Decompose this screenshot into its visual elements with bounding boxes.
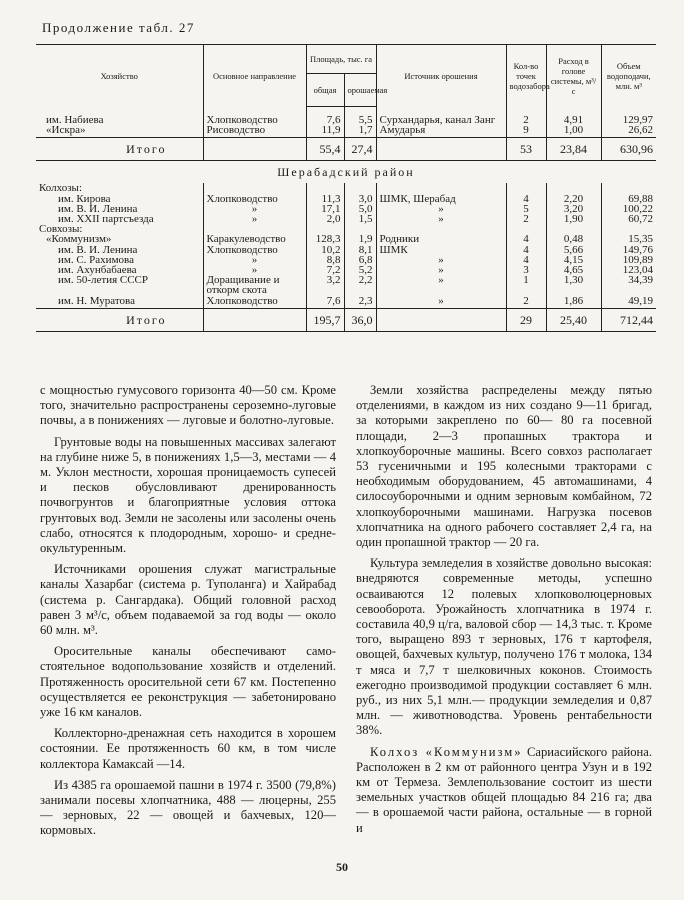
region-title: Шерабадский район: [277, 165, 415, 180]
cell-source: Сурхандарья, канал Занг: [376, 115, 506, 125]
cell-direction: Хлопководство: [203, 296, 306, 309]
cell-total: 8,8: [306, 255, 344, 265]
cell-total: 10,2: [306, 245, 344, 255]
table-row: [36, 115, 656, 125]
cell-flow: 4,15: [546, 255, 601, 265]
cell-irrigated: 5,5: [344, 115, 376, 125]
cell-flow: 4,65: [546, 265, 601, 275]
cell-total: 11,9: [306, 125, 344, 138]
cell-source: »: [376, 214, 506, 224]
paragraph: Земли хозяйства распределены между пятью отделениями, в каждом из них создано 9—11 бригад, за которыми закреплено по 60— 80 га посевной площади, 2—3 пропашных трактора и хлопкоуборочные машины. Всего совхоз располагает 53 гусеничными и 195 колесными тракторами с необходимым оборудованием, 45 автомашинами, 4 силосоуборочными и одним зерновым комбайном, 72 хлопкоуборочными машинами. Нагрузка посевов хлопчатника на одного рабочего составляет 2,4 га, на один пропашной трактор — 20 га.: [356, 383, 652, 550]
header-volume: Объем водоподачи, млн. м³: [601, 45, 656, 107]
cell-volume: 129,97: [601, 115, 656, 125]
cell-source: Родники: [376, 234, 506, 244]
total-flow: 25,40: [546, 308, 601, 331]
cell-flow: 1,30: [546, 275, 601, 295]
group-row: [36, 224, 656, 234]
region-row: [36, 161, 656, 184]
cell-direction: Рисоводство: [203, 125, 306, 138]
kommunizm-heading: Колхоз «Коммунизм»: [370, 744, 523, 759]
cell-points: 2: [506, 115, 546, 125]
cell-direction: »: [203, 214, 306, 224]
header-flow: Расход в голове системы, м³/с: [546, 45, 601, 107]
cell-source: »: [376, 265, 506, 275]
cell-points: 5: [506, 204, 546, 214]
total-row: [36, 138, 656, 161]
cell-irrigated: 5,0: [344, 204, 376, 214]
cell-total: 7,6: [306, 296, 344, 309]
header-area-irrigated: орошаемая: [344, 74, 376, 107]
cell-points: 9: [506, 125, 546, 138]
paragraph: с мощностью гумусового горизонта 40—50 см. Кроме того, значительно распространены сероземно-луговые почвы, а в понижениях — луговые и болотно-луговые.: [40, 383, 336, 428]
cell-volume: 109,89: [601, 255, 656, 265]
group-label-kolkhozy: Колхозы:: [39, 182, 83, 195]
cell-direction: Хлопководство: [203, 245, 306, 255]
cell-farm: им. Н. Муратова: [58, 294, 135, 307]
cell-volume: 123,04: [601, 265, 656, 275]
cell-direction: Доращивание и откорм скота: [203, 275, 306, 295]
header-area: Площадь, тыс. га: [306, 45, 376, 74]
cell-irrigated: 3,0: [344, 194, 376, 204]
cell-irrigated: 2,2: [344, 275, 376, 295]
cell-volume: 60,72: [601, 214, 656, 224]
cell-irrigated: 1,7: [344, 125, 376, 138]
cell-farm: им. Кирова: [58, 192, 111, 205]
header-points: Кол-во точек водозабора: [506, 45, 546, 107]
cell-flow: 3,20: [546, 204, 601, 214]
kommunizm-paragraph: [356, 745, 652, 836]
cell-volume: 26,62: [601, 125, 656, 138]
cell-volume: 49,19: [601, 296, 656, 309]
total-points: 29: [506, 308, 546, 331]
total-flow: 23,84: [546, 138, 601, 161]
page-header: Продолжение табл. 27: [42, 20, 195, 35]
cell-irrigated: 1,9: [344, 234, 376, 244]
total-label: Итого: [36, 138, 203, 161]
cell-farm: им. С. Рахимова: [58, 253, 134, 266]
cell-total: 17,1: [306, 204, 344, 214]
cell-total: 11,3: [306, 194, 344, 204]
cell-farm: им. В. И. Ленина: [58, 243, 138, 256]
cell-farm: им. 50-летия СССР: [58, 274, 149, 287]
total-row: [36, 308, 656, 331]
cell-volume: 69,88: [601, 194, 656, 204]
page-number: 50: [336, 860, 348, 874]
cell-points: 2: [506, 296, 546, 309]
cell-total: 2,0: [306, 214, 344, 224]
paragraph: Источниками орошения служат магистральные каналы Хазарбаг (система р. Туполанга) и Хайрабад (система р. Сангардака). Общий головной расход равен 3 м³/с, объем подаваемой за год воды — около 60 млн. м³.: [40, 562, 336, 638]
cell-flow: 0,48: [546, 234, 601, 244]
header-farm: Хозяйство: [36, 45, 203, 107]
paragraph: Оросительные каналы обеспечивают самостоятельное водопользование хозяйств и отделений. Протяженность оросительной сети 67 км. Постепенно осуществляется ее реконструкция — забетонировано уже 16 км каналов.: [40, 644, 336, 720]
total-area: 195,7: [306, 308, 344, 331]
cell-irrigated: 5,2: [344, 265, 376, 275]
cell-points: 4: [506, 234, 546, 244]
cell-total: 7,6: [306, 115, 344, 125]
paragraph: Коллекторно-дренажная сеть находится в хорошем состоянии. Ее протяженность 60 км, в том числе коллектора Камаксай —14.: [40, 726, 336, 771]
cell-farm: им. XXII партсъезда: [58, 213, 154, 226]
cell-direction: Хлопководство: [203, 115, 306, 125]
cell-farm: «Коммунизм»: [46, 233, 112, 246]
total-volume: 712,44: [601, 308, 656, 331]
cell-flow: 5,66: [546, 245, 601, 255]
cell-volume: 149,76: [601, 245, 656, 255]
left-text-column: [40, 383, 336, 845]
cell-points: 4: [506, 255, 546, 265]
cell-volume: 100,22: [601, 204, 656, 214]
cell-flow: 4,91: [546, 115, 601, 125]
cell-volume: 34,39: [601, 275, 656, 295]
table-row: [36, 125, 656, 138]
total-label: Итого: [36, 308, 203, 331]
total-irrigated: 27,4: [344, 138, 376, 161]
irrigation-table: [36, 44, 656, 332]
cell-points: 4: [506, 194, 546, 204]
cell-direction: »: [203, 265, 306, 275]
cell-source: »: [376, 204, 506, 214]
total-irrigated: 36,0: [344, 308, 376, 331]
table-row: [36, 275, 656, 295]
paragraph: Из 4385 га орошаемой пашни в 1974 г. 3500 (79,8%) занимали посевы хлопчатника, 488 — люцерны, 255 — зерновых, 22 — овощей и бахчевых, 120— кормовых.: [40, 777, 336, 838]
cell-direction: Хлопководство: [203, 194, 306, 204]
paragraph: Грунтовые воды на повышенных массивах залегают на глубине ниже 5, в понижениях 1,5—3, местами — 4 м. Уклон местности, хорошая проницаемость супесей и песков обусловливают дренированность почвогрунтов и благоприятные условия оттока грунтовых вод. Земли не засолены или засолены очень слабо, относятся к плодородным, хорошо- и среднеокультуренным.: [40, 434, 336, 556]
group-row: [36, 183, 656, 193]
cell-direction: Каракулеводство: [203, 234, 306, 244]
cell-source: »: [376, 275, 506, 295]
cell-farm: им. В. И. Ленина: [58, 202, 138, 215]
cell-direction: »: [203, 255, 306, 265]
cell-points: 4: [506, 245, 546, 255]
cell-irrigated: 6,8: [344, 255, 376, 265]
cell-volume: 15,35: [601, 234, 656, 244]
cell-source: »: [376, 296, 506, 309]
cell-points: 3: [506, 265, 546, 275]
cell-irrigated: 8,1: [344, 245, 376, 255]
kommunizm-text: Сариасийского района. Расположен в 2 км от районного центра Узун и в 192 км от Термеза. Землепользование состоит из шести земельных участков общей площадью 84 216 га; два — в орошаемой части района, остальные — в горной и: [356, 744, 652, 835]
total-points: 53: [506, 138, 546, 161]
total-area: 55,4: [306, 138, 344, 161]
group-label-sovkhozy: Совхозы:: [39, 223, 83, 236]
cell-total: 3,2: [306, 275, 344, 295]
cell-flow: 1,00: [546, 125, 601, 138]
cell-flow: 1,90: [546, 214, 601, 224]
cell-farm: им. Ахунбабаева: [58, 264, 137, 277]
cell-farm: им. Набиева: [46, 114, 104, 126]
cell-irrigated: 2,3: [344, 296, 376, 309]
cell-flow: 2,20: [546, 194, 601, 204]
cell-irrigated: 1,5: [344, 214, 376, 224]
total-volume: 630,96: [601, 138, 656, 161]
cell-total: 128,3: [306, 234, 344, 244]
cell-flow: 1,86: [546, 296, 601, 309]
cell-direction: »: [203, 204, 306, 214]
cell-source: »: [376, 255, 506, 265]
header-direction: Основное направление: [203, 45, 306, 107]
cell-total: 7,2: [306, 265, 344, 275]
cell-points: 2: [506, 214, 546, 224]
cell-points: 1: [506, 275, 546, 295]
header-area-total: общая: [306, 74, 344, 107]
header-source: Источник орошения: [376, 45, 506, 107]
table-row: [36, 296, 656, 309]
cell-farm: «Искра»: [46, 124, 86, 137]
paragraph: Культура земледелия в хозяйстве довольно высокая: внедряются современные методы, успешно осваиваются 12 полевых хлопковолюцерновых севооборота. Урожайность хлопчатника в 1974 г. составила 40,9 ц/га, валовой сбор — 14,3 тыс. т. Кроме того, выращено 893 т зерновых, 176 т картофеля, овощей, бахчевых культур, получено 176 т молока, 134 т мяса и 7,7 т шелковичных коконов. Стоимость ежегодно производимой продукции составляет 6 млн. руб., из них 5,1 млн.— продукции земледелия и 0,87 млн. — животноводства. Уровень рентабельности 38%.: [356, 556, 652, 738]
table-row: [36, 214, 656, 224]
cell-source: ШМК, Шерабад: [376, 194, 506, 204]
cell-source: ШМК: [376, 245, 506, 255]
cell-source: Амударья: [376, 125, 506, 138]
right-text-column: [356, 383, 652, 842]
